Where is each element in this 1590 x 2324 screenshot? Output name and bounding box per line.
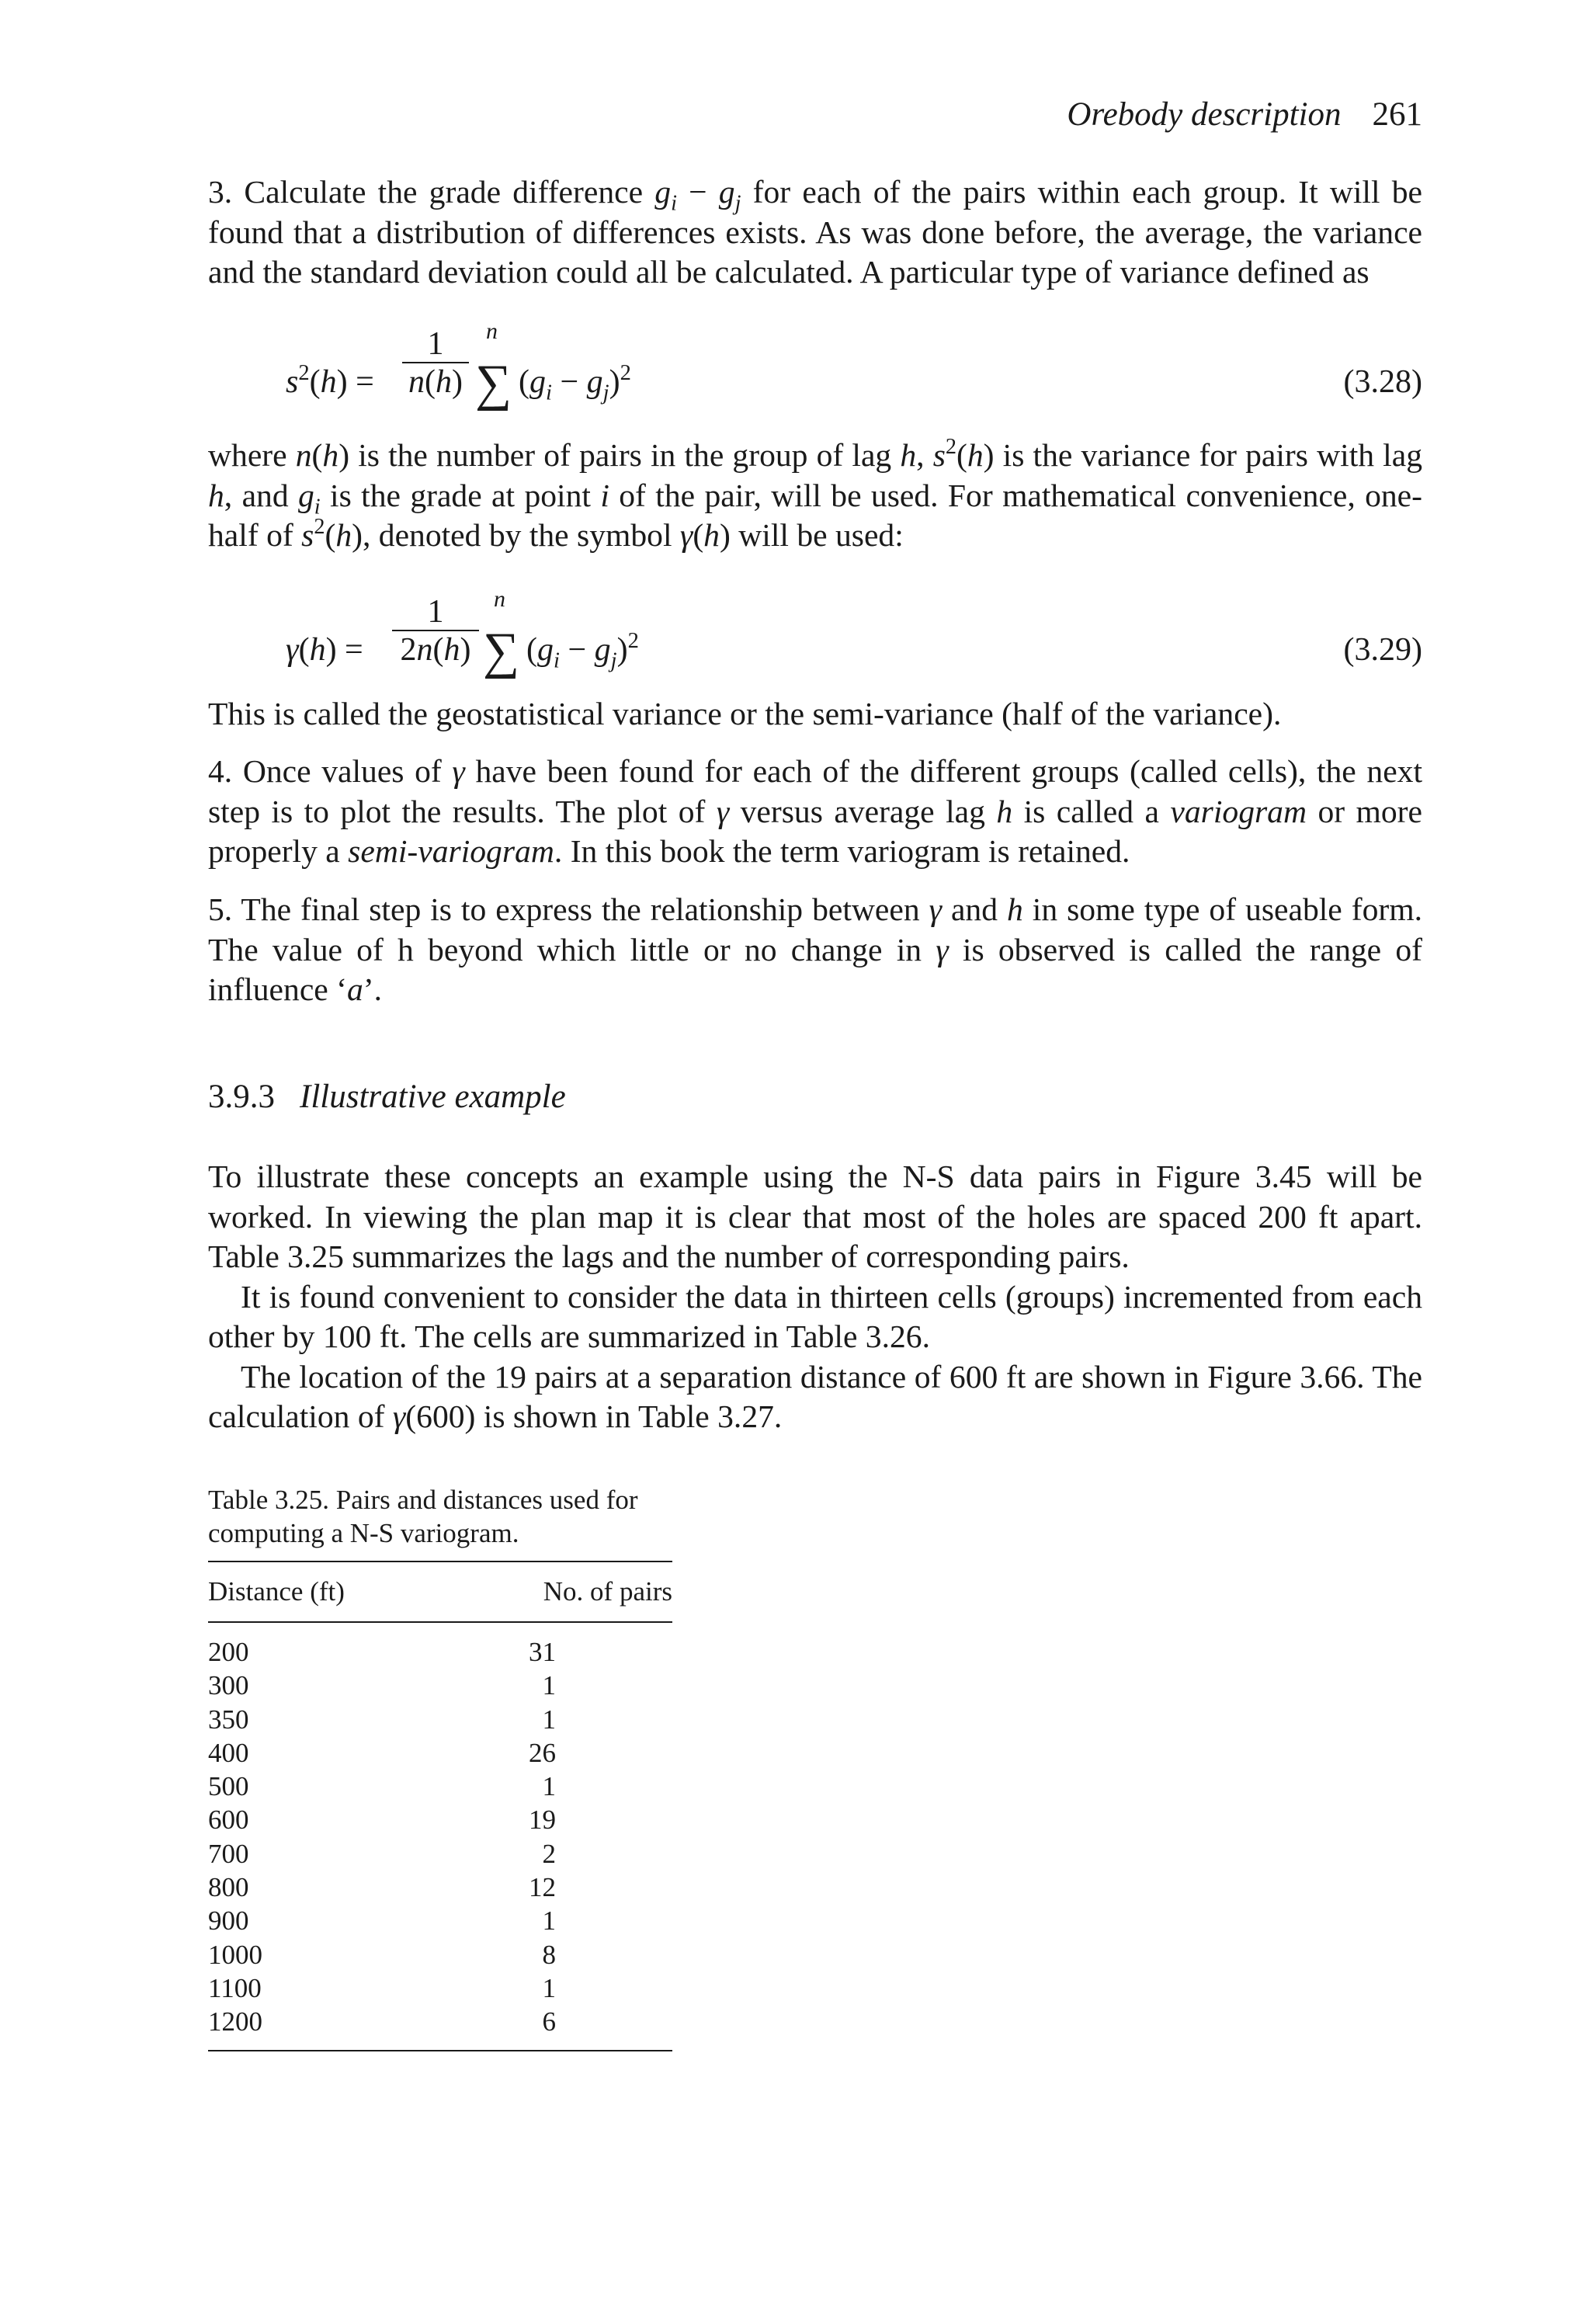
table-row xyxy=(208,1736,672,1770)
example-paragraphs xyxy=(208,1157,1422,1437)
running-title: Orebody description xyxy=(1067,96,1342,133)
step-4-paragraph: 4. Once values of γ have been found for each of the different groups (called cells), the next step is to plot the results. The plot of γ versus average lag h is called a variogram or more properly a semi-variogram. In this book the term variogram is retained. xyxy=(208,753,1423,869)
eq-3-28-number: (3.28) xyxy=(1343,364,1422,400)
eq-3-29-lhs: γ(h) = xyxy=(286,632,363,668)
step-4-text-3: versus average lag xyxy=(729,793,997,829)
cell-pairs: 8 xyxy=(542,1939,556,1970)
example-p3-text-b: is shown in Table 3.27. xyxy=(475,1398,783,1434)
table-bottom-rule xyxy=(208,2050,672,2051)
table-row xyxy=(208,1971,672,2005)
math-gi-minus-gj: $g_i$ xyxy=(654,174,677,216)
example-p3-text-a: The location of the 19 pairs at a separation distance of 600 ft are shown in Figure 3.66. The calculation of xyxy=(208,1358,1422,1434)
table-row xyxy=(208,1837,672,1871)
cell-distance: 1000 xyxy=(208,1939,262,1970)
eq-3-28-lhs: $s^2(h)$ = xyxy=(286,360,374,400)
cell-distance: 1200 xyxy=(208,2006,262,2037)
cell-pairs: 26 xyxy=(529,1737,556,1768)
equation-3-29 xyxy=(208,586,1422,695)
table-row xyxy=(208,1871,672,1904)
cell-pairs: 19 xyxy=(529,1805,556,1836)
semivariance-text: This is called the geostatistical variance or the semi-variance (half of the variance). xyxy=(208,696,1282,731)
table-row xyxy=(208,1938,672,1971)
cell-distance: 800 xyxy=(208,1872,249,1903)
cell-pairs: 1 xyxy=(542,1704,556,1735)
step-4-text-1: 4. Once values of xyxy=(208,753,453,789)
step-5-text-1: 5. The final step is to express the relationship between xyxy=(208,891,929,927)
cell-distance: 1100 xyxy=(208,1972,262,2003)
eq-3-29-fraction: 1 2n(h) xyxy=(392,594,479,669)
equation-3-28 xyxy=(208,318,1422,427)
example-paragraph-2: It is found convenient to consider the data in thirteen cells (groups) incremented from each other by 100 ft. The cells are summarized in Table 3.26. xyxy=(208,1278,1422,1354)
col-header-pairs: No. of pairs xyxy=(543,1576,672,1607)
cell-pairs: 1 xyxy=(542,1670,556,1701)
where-text-6: is the grade at point xyxy=(320,477,601,513)
where-text-2: is the number of pairs in the group of lag xyxy=(349,437,901,473)
example-paragraph-3: The location of the 19 pairs at a separation distance of 600 ft are shown in Figure 3.66. The calculation of γ(600) is shown in Table 3.27. xyxy=(208,1358,1422,1434)
where-text-9: will be used: xyxy=(730,517,904,553)
step-5-text-5: ’. xyxy=(363,971,383,1007)
where-text-4: is the variance for pairs with lag xyxy=(994,437,1422,473)
page-number: 261 xyxy=(1372,96,1422,133)
step-5-text-2: and xyxy=(942,891,1007,927)
step-4-text-6: . In this book the term variogram is retained. xyxy=(554,833,1130,869)
step-5-text-3: in some type of useable form. The value of h beyond which little or no change in xyxy=(208,891,1422,967)
semivariance-paragraph xyxy=(208,694,1422,735)
cell-pairs: 31 xyxy=(529,1637,556,1667)
term-semi-variogram: semi-variogram xyxy=(348,833,554,869)
table-row xyxy=(208,1669,672,1702)
where-text-8: , denoted by the symbol xyxy=(362,517,680,553)
where-paragraph: where n(h) is the number of pairs in the group of lag h, $s^2(h)$ is the variance for pairs with lag h, and $g_i$ is the grade at point i of the pair, will be used. For mathematical convenience, one-half of $s^2(h)$, denoted by the symbol γ(h) will be used: xyxy=(208,434,1422,553)
table-3-25 xyxy=(208,1561,672,2051)
where-text-3: , xyxy=(916,437,933,473)
cell-distance: 200 xyxy=(208,1637,249,1667)
eq-3-28-summand: $(g_i - g_j)^2$ xyxy=(519,360,631,405)
eq-3-29-sum-upper: n xyxy=(494,586,505,612)
cell-pairs: 1 xyxy=(542,1905,556,1937)
step-5-text-4: is observed is called the range of influence ‘ xyxy=(208,931,1422,1007)
term-a: a xyxy=(347,971,363,1007)
table-row xyxy=(208,1635,672,1669)
eq-3-28-fraction: 1 n(h) xyxy=(402,326,469,401)
step-3-text-1: 3. Calculate the grade difference xyxy=(208,174,655,210)
eq-3-29-number: (3.29) xyxy=(1343,632,1422,668)
step-4-text-4: is called a xyxy=(1012,793,1171,829)
section-heading xyxy=(208,1078,566,1116)
where-text-7: of the pair, will be used. For mathematical convenience, one-half of xyxy=(208,477,1422,553)
step-4-text-2: have been found for each of the different groups (called cells), the next step is to plot the results. The plot of xyxy=(208,753,1423,829)
cell-pairs: 12 xyxy=(529,1872,556,1903)
term-variogram: variogram xyxy=(1170,793,1307,829)
table-row xyxy=(208,2005,672,2038)
step-4-text-5: or more properly a xyxy=(208,793,1422,869)
where-text-1: where xyxy=(208,437,296,473)
cell-distance: 400 xyxy=(208,1737,249,1768)
cell-pairs: 6 xyxy=(542,2006,556,2037)
step-3-paragraph: 3. Calculate the grade difference $g_i - g_j$ for each of the pairs within each group. It will be found that a distribution of differences exists. As was done before, the average, the variance and the standard deviation could all be calculated. A particular type of variance defined as xyxy=(208,174,1422,290)
table-header-row xyxy=(208,1562,672,1621)
section-title: Illustrative example xyxy=(300,1079,566,1115)
cell-distance: 900 xyxy=(208,1905,249,1937)
cell-distance: 600 xyxy=(208,1805,249,1836)
eq-3-28-sum-upper: n xyxy=(486,318,498,344)
table-row xyxy=(208,1703,672,1736)
cell-distance: 500 xyxy=(208,1771,249,1802)
cell-distance: 300 xyxy=(208,1670,249,1701)
cell-pairs: 2 xyxy=(542,1838,556,1869)
cell-distance: 350 xyxy=(208,1704,249,1735)
col-header-distance: Distance (ft) xyxy=(208,1576,345,1607)
step-5-paragraph: 5. The final step is to express the relationship between γ and h in some type of useable form. The value of h beyond which little or no change in γ is observed is called the range of influence ‘a’. xyxy=(208,891,1422,1007)
example-paragraph-1: To illustrate these concepts an example using the N-S data pairs in Figure 3.45 will be worked. In viewing the plan map it is clear that most of the holes are spaced 200 ft apart. Table 3.25 summarizes the lags and the number of corresponding pairs. xyxy=(208,1159,1422,1274)
eq-3-28-sigma: ∑ xyxy=(475,355,512,412)
cell-distance: 700 xyxy=(208,1838,249,1869)
eq-3-29-sigma: ∑ xyxy=(483,623,520,679)
table-row xyxy=(208,1803,672,1836)
math-gj: $g_j$ xyxy=(718,174,741,216)
table-caption: Table 3.25. Pairs and distances used for computing a N-S variogram. xyxy=(208,1485,638,1548)
table-row xyxy=(208,1770,672,1803)
table-body xyxy=(208,1623,672,2050)
cell-pairs: 1 xyxy=(542,1771,556,1802)
cell-pairs: 1 xyxy=(542,1972,556,2003)
table-row xyxy=(208,1904,672,1937)
step-3-text-2: for each of the pairs within each group. It will be found that a distribution of differences exists. As was done before, the average, the variance and the standard deviation could all be calculated. A particular type of variance defined as xyxy=(208,174,1422,290)
running-header xyxy=(1067,92,1422,138)
eq-3-29-summand: $(g_i - g_j)^2$ xyxy=(526,628,639,673)
where-text-5: , and xyxy=(224,477,298,513)
section-number: 3.9.3 xyxy=(208,1079,275,1115)
